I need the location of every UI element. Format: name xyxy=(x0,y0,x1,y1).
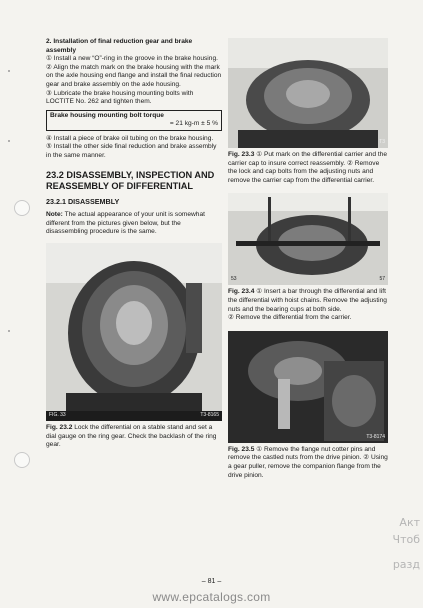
photo-tag: 57 xyxy=(379,276,385,283)
caption-fig-23-5 xyxy=(228,446,388,480)
margin-dot xyxy=(8,140,10,142)
photo-tag: T3 xyxy=(379,139,385,145)
caption-fig-23-4 xyxy=(228,288,388,314)
torque-title: Brake housing mounting bolt torque xyxy=(50,111,164,119)
photo-fig-23-5 xyxy=(228,331,388,443)
watermark-text: Чтоб xyxy=(392,533,420,546)
caption-text: ① Put mark on the differential carrier and the carrier cap to insure correct reassembly. ② Remove the lock and cap bolts from the adjusting nuts and remove the carrier cap from the differential carrier. xyxy=(228,151,387,184)
caption-fig-23-4-step-2: ② Remove the differential from the carrier. xyxy=(228,314,352,322)
caption-fig-23-2 xyxy=(46,424,222,450)
photo-fig-23-2 xyxy=(46,243,222,421)
caption-label: Fig. 23.5 xyxy=(228,445,255,453)
step-4: ④ Install a piece of brake oil tubing on the brake housing. xyxy=(46,134,214,142)
final-reduction-heading: 2. Installation of final reduction gear and brake assembly xyxy=(46,38,193,54)
note-text: The actual appearance of your unit is somewhat different from the pictures given below, but the disassembling procedure is the same. xyxy=(46,211,205,236)
caption-label: Fig. 23.2 xyxy=(46,423,73,431)
caption-text: ① Insert a bar through the differential and lift the differential with hoist chains. Remove the adjusting nuts and the bearing cups at both side. xyxy=(228,288,387,313)
website-watermark: www.epcatalogs.com xyxy=(152,590,271,604)
margin-dot xyxy=(8,330,10,332)
photo-fig-23-4 xyxy=(228,193,388,285)
caption-text: ① Remove the flange nut cotter pins and remove the castled nuts from the drive pinion. ② Using a gear puller, remove the companion flange from the drive pinion. xyxy=(228,445,388,479)
caption-text: Lock the differential on a stable stand and set a dial gauge on the ring gear. Check the backlash of the ring gear. xyxy=(46,423,217,449)
left-column xyxy=(46,38,222,450)
torque-value: = 21 kg-m ± 5 % xyxy=(169,120,218,128)
torque-spec-box xyxy=(46,110,222,131)
binder-hole-bottom xyxy=(14,452,30,468)
caption-fig-23-3 xyxy=(228,151,388,185)
step-1: ① Install a new “O”-ring in the groove in the brake housing. xyxy=(46,55,218,63)
watermark-text: Акт xyxy=(399,516,420,529)
photo-tag: T3-8165 xyxy=(200,411,219,418)
note-paragraph xyxy=(46,211,222,237)
photo-tag: 53 xyxy=(231,276,237,283)
step-3: ③ Lubricate the brake housing mounting bolts with LOCTITE No. 262 and tighten them. xyxy=(46,89,194,106)
note-label: Note: xyxy=(46,211,63,219)
photo-fig-23-3 xyxy=(228,38,388,148)
caption-label: Fig. 23.4 xyxy=(228,288,255,296)
page-number: – 81 – xyxy=(201,578,222,585)
binder-hole-top xyxy=(14,200,30,216)
watermark-text: разд xyxy=(392,558,420,571)
margin-dot xyxy=(8,70,10,72)
step-5: ⑤ Install the other side final reduction and brake assembly in the same manner. xyxy=(46,143,217,159)
right-column xyxy=(228,38,388,480)
step-2: ② Align the match mark on the brake housing with the mark on the axle housing end flange and install the final reduction gear and brake assembly on the axle housing. xyxy=(46,63,222,88)
disassembly-heading: 23.2.1 DISASSEMBLY xyxy=(46,197,120,207)
section-heading: 23.2 DISASSEMBLY, INSPECTION AND REASSEMBLY OF DIFFERENTIAL xyxy=(46,170,215,191)
caption-label: Fig. 23.3 xyxy=(228,151,255,158)
photo-tag: FIG. 33 xyxy=(49,411,66,418)
photo-tag: T3-8174 xyxy=(366,433,385,440)
